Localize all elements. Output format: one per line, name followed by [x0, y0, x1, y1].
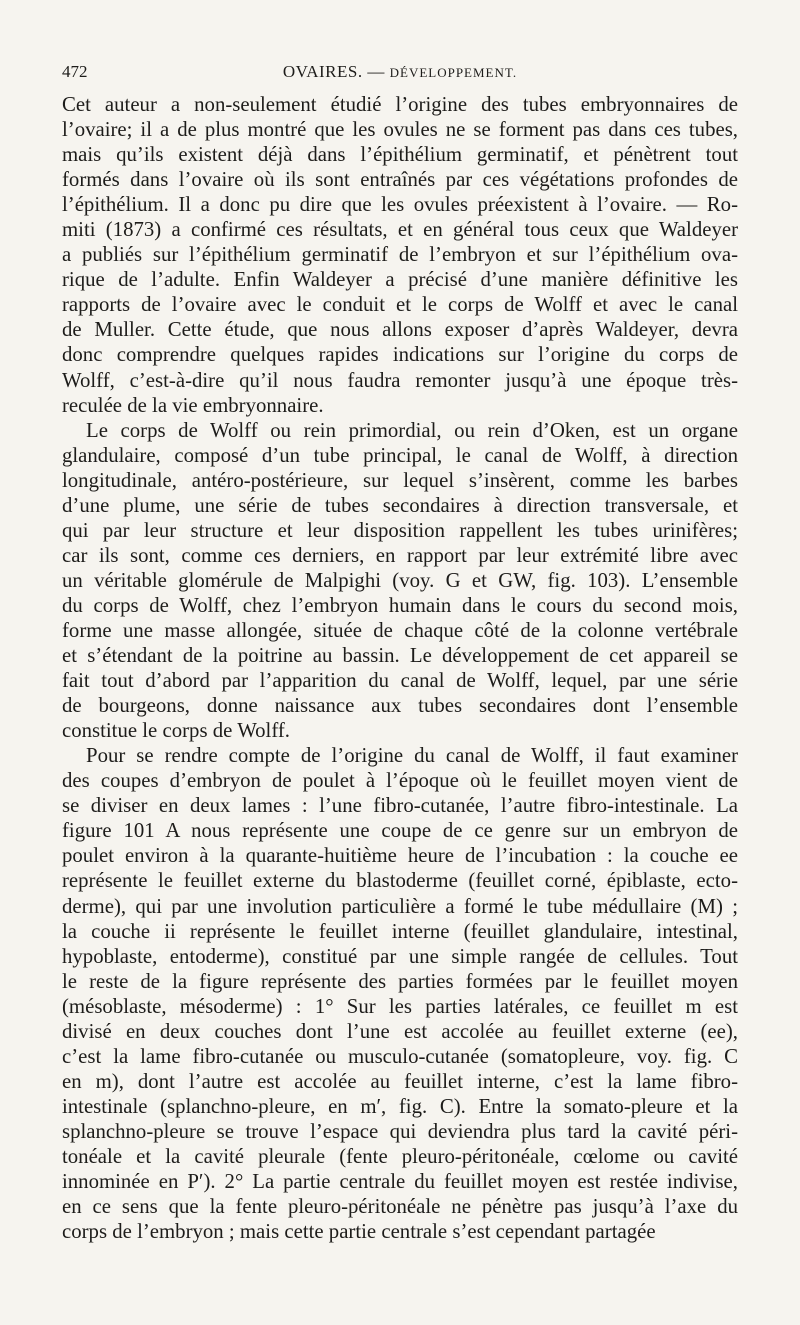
- text-line: du corps de Wolff, chez l’embryon humain dans le cours du second mois,: [62, 593, 738, 617]
- text-line: représente le feuillet externe du blastoderme (feuillet corné, épiblaste, ecto-: [62, 869, 738, 893]
- text-line: c’est la lame fibro-cutanée ou musculo-cutanée (somatopleure, voy. fig. C: [62, 1044, 738, 1068]
- text-line: Pour se rendre compte de l’origine du canal de Wolff, il faut examiner: [86, 744, 738, 768]
- running-header: [62, 62, 738, 86]
- text-line: la couche ii représente le feuillet interne (feuillet glandulaire, intestinal,: [62, 919, 738, 943]
- text-line: Cet auteur a non-seulement étudié l’origine des tubes embryonnaires de: [62, 93, 738, 116]
- text-line: un véritable glomérule de Malpighi (voy. G et GW, fig. 103). L’ensemble: [62, 568, 738, 592]
- text-line: de bourgeons, donne naissance aux tubes secondaires dont l’ensemble: [62, 694, 738, 718]
- section-title: DÉVELOPPEMENT.: [389, 65, 518, 80]
- text-line: donc comprendre quelques rapides indications sur l’origine du corps de: [62, 343, 738, 367]
- text-line: (mésoblaste, mésoderme) : 1° Sur les parties latérales, ce feuillet m est: [62, 994, 738, 1018]
- text-line: reculée de la vie embryonnaire.: [62, 393, 324, 417]
- text-line: divisé en deux couches dont l’une est accolée au feuillet externe (ee),: [62, 1019, 738, 1043]
- text-line: miti (1873) a confirmé ces résultats, et en général tous ceux que Waldeyer: [62, 218, 738, 242]
- text-line: rapports de l’ovaire avec le conduit et le corps de Wolff et avec le canal: [62, 293, 738, 317]
- chapter-title: OVAIRES.: [282, 62, 363, 81]
- text-line: Le corps de Wolff ou rein primordial, ou rein d’Oken, est un organe: [86, 418, 738, 442]
- text-line: derme), qui par une involution particulière a formé le tube médullaire (M) ;: [62, 894, 738, 918]
- text-line: constitue le corps de Wolff.: [62, 719, 291, 743]
- text-line: poulet environ à la quarante-huitième heure de l’incubation : la couche ee: [62, 844, 738, 868]
- text-line: rique de l’adulte. Enfin Waldeyer a précisé d’une manière définitive les: [62, 268, 738, 292]
- text-line: car ils sont, comme ces derniers, en rapport par leur extrémité libre avec: [62, 543, 738, 567]
- text-line: de Muller. Cette étude, que nous allons exposer d’après Waldeyer, devra: [62, 318, 738, 342]
- text-line: figure 101 A nous représente une coupe de ce genre sur un embryon de: [62, 819, 738, 843]
- text-line: glandulaire, composé d’un tube principal, le canal de Wolff, à direction: [62, 443, 738, 467]
- text-line: et s’étendant de la poitrine au bassin. Le développement de cet appareil se: [62, 644, 738, 668]
- text-line: Wolff, c’est-à-dire qu’il nous faudra remonter jusqu’à une époque très-: [62, 368, 738, 392]
- text-line: le reste de la figure représente des parties formées par le feuillet moyen: [62, 969, 738, 993]
- text-line: corps de l’embryon ; mais cette partie centrale s’est cependant partagée: [62, 1220, 656, 1244]
- page-number: 472: [62, 62, 88, 81]
- running-title: [62, 62, 738, 82]
- text-line: l’épithélium. Il a donc pu dire que les ovules préexistent à l’ovaire. — Ro-: [62, 193, 738, 217]
- text-line: qui par leur structure et leur disposition rappellent les tubes urinifères;: [62, 518, 738, 542]
- text-line: d’une plume, une série de tubes secondaires à direction transversale, et: [62, 493, 738, 517]
- body-text: [62, 92, 738, 1244]
- text-line: forme une masse allongée, située de chaque côté de la colonne vertébrale: [62, 618, 738, 642]
- text-line: longitudinale, antéro-postérieure, sur lequel s’insèrent, comme les barbes: [62, 468, 738, 492]
- paragraph: [62, 743, 738, 1244]
- text-line: mais qu’ils existent déjà dans l’épithélium germinatif, et pénètrent tout: [62, 143, 738, 167]
- text-line: fait tout d’abord par l’apparition du canal de Wolff, lequel, par une série: [62, 669, 738, 693]
- text-line: intestinale (splanchno-pleure, en m′, fig. C). Entre la somato-pleure et la: [62, 1094, 738, 1118]
- text-line: a publiés sur l’épithélium germinatif de l’embryon et sur l’épithélium ova-: [62, 243, 738, 267]
- text-line: l’ovaire; il a de plus montré que les ovules ne se forment pas dans ces tubes,: [62, 118, 738, 142]
- text-line: innominée en P′). 2° La partie centrale du feuillet moyen est restée indivise,: [62, 1170, 738, 1194]
- text-line: tonéale et la cavité pleurale (fente pleuro-péritonéale, cœlome ou cavité: [62, 1144, 738, 1168]
- text-line: des coupes d’embryon de poulet à l’époque où le feuillet moyen vient de: [62, 769, 738, 793]
- paragraph: [62, 92, 738, 418]
- text-line: formés dans l’ovaire où ils sont entraînés par ces végétations profondes de: [62, 168, 738, 192]
- title-separator: —: [362, 62, 390, 81]
- text-line: se diviser en deux lames : l’une fibro-cutanée, l’autre fibro-intestinale. La: [62, 794, 738, 818]
- text-line: en m), dont l’autre est accolée au feuillet interne, c’est la lame fibro-: [62, 1069, 738, 1093]
- paragraph: [62, 418, 738, 744]
- text-line: en ce sens que la fente pleuro-péritonéale ne pénètre pas jusqu’à l’axe du: [62, 1195, 738, 1219]
- text-line: splanchno-pleure se trouve l’espace qui deviendra plus tard la cavité péri-: [62, 1119, 738, 1143]
- text-line: hypoblaste, entoderme), constitué par une simple rangée de cellules. Tout: [62, 944, 738, 968]
